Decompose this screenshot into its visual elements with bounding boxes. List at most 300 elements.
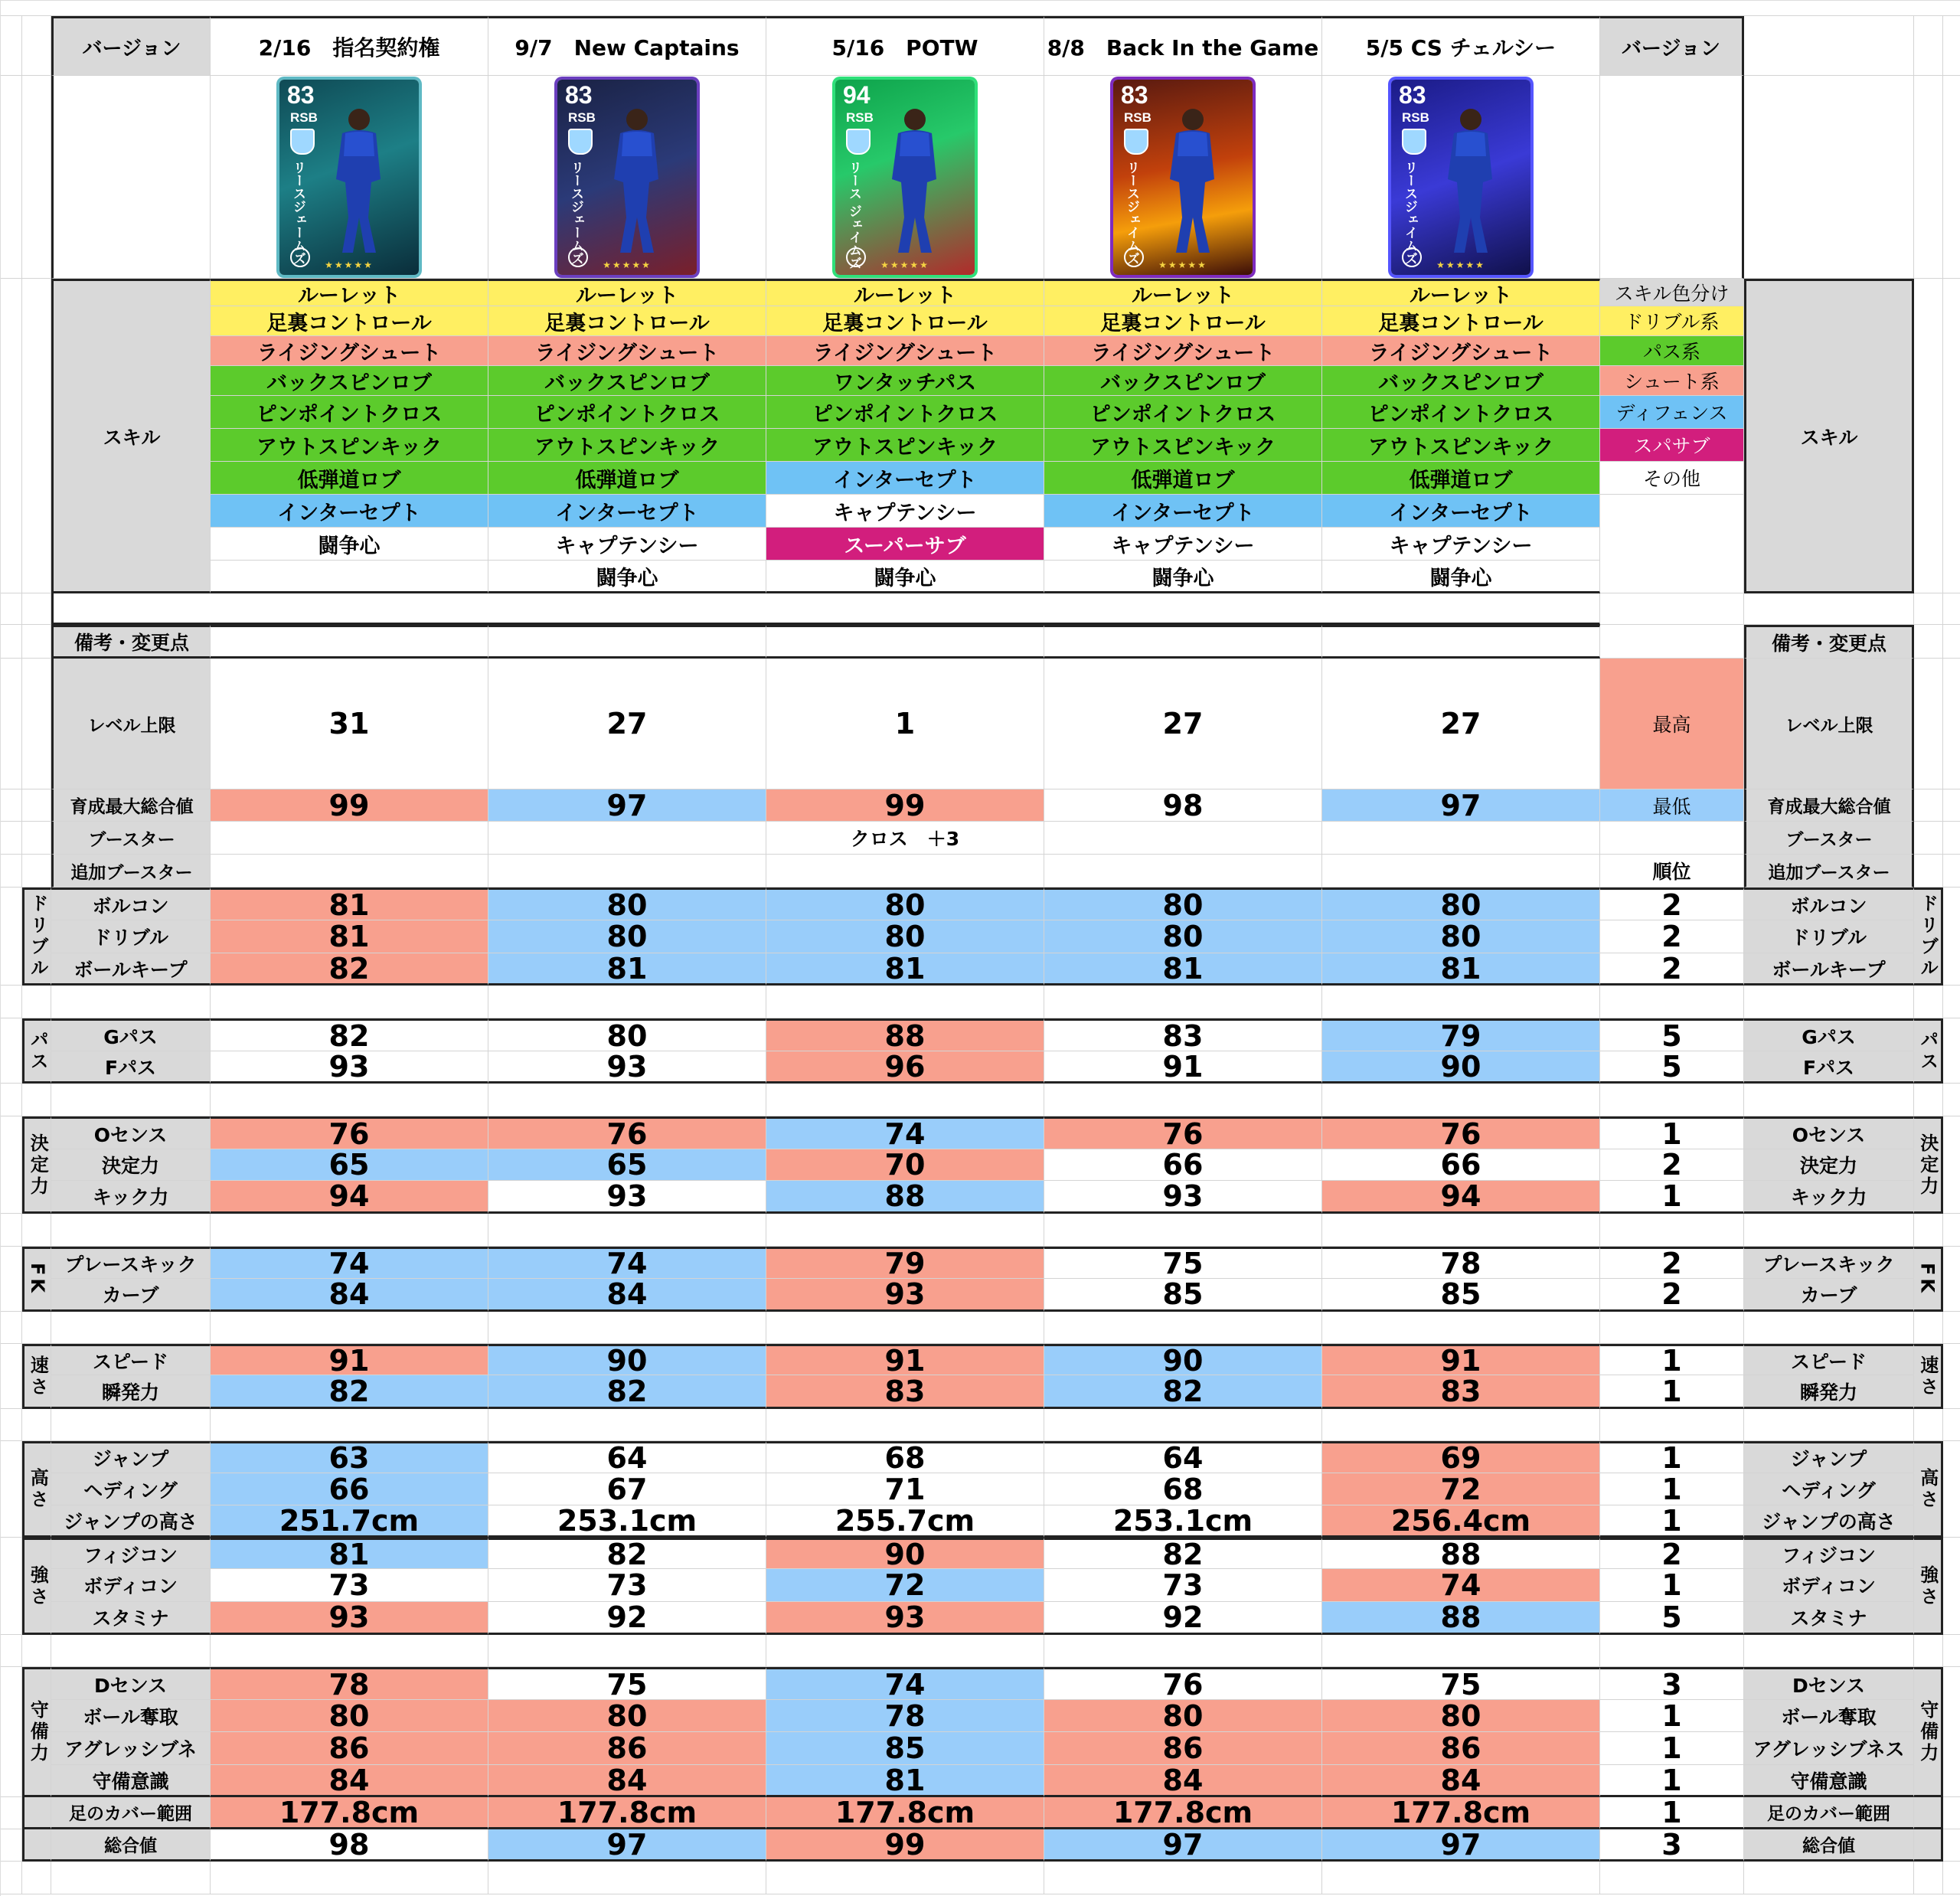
spacer-cell <box>1744 1084 1914 1116</box>
info-value: 31 <box>211 659 488 789</box>
stat-value: 92 <box>1044 1602 1322 1635</box>
stat-label-right: 決定力 <box>1744 1149 1914 1181</box>
stat-label-right: ジャンプ <box>1744 1441 1914 1473</box>
stat-value: 81 <box>211 920 488 953</box>
info-value <box>488 822 766 855</box>
stat-rank: 2 <box>1600 888 1744 920</box>
skill-cell: インターセプト <box>488 495 766 528</box>
spacer-cell <box>1044 1084 1322 1116</box>
spacer-cell <box>1914 1214 1943 1247</box>
info-value: クロス ＋3 <box>766 822 1044 855</box>
stat-value: 83 <box>1044 1018 1322 1051</box>
stat-value: 253.1cm <box>488 1505 766 1538</box>
skill-cell: キャプテンシー <box>1322 528 1600 561</box>
club-crest-icon <box>1124 129 1148 155</box>
spacer-cell <box>766 1409 1044 1441</box>
stat-value: 76 <box>1044 1116 1322 1149</box>
stat-label: カーブ <box>51 1279 211 1312</box>
skill-cell: キャプテンシー <box>488 528 766 561</box>
stat-value: 72 <box>766 1569 1044 1602</box>
notes-cell <box>1044 625 1322 659</box>
spacer-cell <box>1943 1797 1960 1829</box>
spacer-cell <box>488 986 766 1018</box>
stat-value: 64 <box>488 1441 766 1473</box>
skill-cell: バックスピンロブ <box>488 366 766 396</box>
stat-label-right: Dセンス <box>1744 1667 1914 1700</box>
stat-value: 80 <box>1044 888 1322 920</box>
stat-value: 80 <box>1322 920 1600 953</box>
spacer-cell <box>488 1214 766 1247</box>
stat-value: 82 <box>488 1375 766 1409</box>
stat-value: 93 <box>766 1602 1044 1635</box>
spacer-cell <box>1914 279 1943 593</box>
group-label: 守備力 <box>22 1667 51 1797</box>
spacer-cell <box>1 1214 22 1247</box>
stat-rank: 5 <box>1600 1018 1744 1051</box>
stat-value: 76 <box>211 1116 488 1149</box>
stat-label: ボルコン <box>51 888 211 920</box>
spacer-cell <box>766 1084 1044 1116</box>
spacer-cell <box>1744 593 1914 625</box>
stat-value: 84 <box>1044 1765 1322 1797</box>
image-label-empty <box>51 76 211 279</box>
stat-label: ヘディング <box>51 1473 211 1505</box>
player-card-image <box>557 80 697 275</box>
group-label-right: FK <box>1914 1247 1943 1312</box>
club-crest-icon <box>846 129 871 155</box>
group-label: 決定力 <box>22 1116 51 1214</box>
stat-value: 86 <box>1322 1732 1600 1765</box>
stat-label-right: スタミナ <box>1744 1602 1914 1635</box>
info-label: 追加ブースター <box>51 855 211 888</box>
spacer-cell <box>1 1018 22 1084</box>
skill-cell: ライジングシュート <box>1322 336 1600 366</box>
stat-value: 76 <box>1044 1667 1322 1700</box>
info-label-right: 追加ブースター <box>1744 855 1914 888</box>
stat-value: 96 <box>766 1051 1044 1084</box>
spacer-cell <box>22 1312 51 1344</box>
player-figure-icon <box>322 103 391 256</box>
stat-value: 72 <box>1322 1473 1600 1505</box>
stat-value: 80 <box>488 1700 766 1732</box>
spacer-cell <box>1914 855 1943 888</box>
stat-value: 256.4cm <box>1322 1505 1600 1538</box>
spacer-cell <box>1322 1409 1600 1441</box>
stat-value: 84 <box>488 1279 766 1312</box>
spacer-cell <box>1600 1084 1744 1116</box>
stat-value: 80 <box>766 920 1044 953</box>
spacer-cell <box>1943 789 1960 822</box>
skill-label-right: スキル <box>1744 279 1914 593</box>
group-label: FK <box>22 1247 51 1312</box>
stat-value: 88 <box>766 1181 1044 1214</box>
stat-value: 70 <box>766 1149 1044 1181</box>
footer-value: 177.8cm <box>1322 1797 1600 1829</box>
spacer-cell <box>211 1862 488 1894</box>
legend-item: ディフェンス <box>1600 396 1744 429</box>
footer-label-right: 総合値 <box>1744 1829 1914 1862</box>
spacer-cell <box>1744 76 1914 279</box>
version-title: 5/16 POTW <box>766 16 1044 76</box>
spacer-cell <box>1914 1084 1943 1116</box>
skill-cell: バックスピンロブ <box>211 366 488 396</box>
spacer-cell <box>766 1862 1044 1894</box>
stat-value: 82 <box>211 1018 488 1051</box>
spacer-cell <box>51 1862 211 1894</box>
rank-header: 順位 <box>1600 855 1744 888</box>
spacer-cell <box>1744 1409 1914 1441</box>
info-value: 27 <box>1322 659 1600 789</box>
legend-item: シュート系 <box>1600 366 1744 396</box>
stat-value: 88 <box>1322 1602 1600 1635</box>
spacer-cell <box>1 888 22 986</box>
info-value: 98 <box>1044 789 1322 822</box>
skill-cell: キャプテンシー <box>1044 528 1322 561</box>
notes-cell <box>1322 625 1600 659</box>
version-header: バージョン <box>51 16 211 76</box>
stat-label: アグレッシブネ <box>51 1732 211 1765</box>
stat-label-right: Fパス <box>1744 1051 1914 1084</box>
spacer-cell <box>51 1084 211 1116</box>
spacer-cell <box>1 279 22 593</box>
footer-group-blank-right <box>1914 1829 1943 1862</box>
stat-value: 74 <box>1322 1569 1600 1602</box>
stat-value: 82 <box>211 1375 488 1409</box>
stat-value: 93 <box>211 1051 488 1084</box>
card-rating: 94 <box>843 80 871 109</box>
spacer-cell <box>22 76 51 279</box>
info-value: 27 <box>488 659 766 789</box>
stat-value: 81 <box>766 1765 1044 1797</box>
version-title: 8/8 Back In the Game <box>1044 16 1322 76</box>
stat-label: キック力 <box>51 1181 211 1214</box>
card-stars: ★★★★★ <box>1436 259 1485 270</box>
info-label: レベル上限 <box>51 659 211 789</box>
stat-value: 74 <box>766 1667 1044 1700</box>
spacer-cell <box>1943 76 1960 279</box>
stat-label-right: Gパス <box>1744 1018 1914 1051</box>
card-position: RSB <box>846 110 874 125</box>
info-value: 99 <box>211 789 488 822</box>
stat-value: 75 <box>1322 1667 1600 1700</box>
spacer-cell <box>1943 1667 1960 1797</box>
stat-value: 94 <box>211 1181 488 1214</box>
footer-value: 177.8cm <box>1044 1797 1322 1829</box>
footer-label: 総合値 <box>51 1829 211 1862</box>
stat-value: 67 <box>488 1473 766 1505</box>
skill-cell: ライジングシュート <box>488 336 766 366</box>
stat-value: 91 <box>766 1344 1044 1375</box>
notes-cell <box>766 625 1044 659</box>
spacer-cell <box>1914 822 1943 855</box>
stat-value: 255.7cm <box>766 1505 1044 1538</box>
stat-value: 68 <box>766 1441 1044 1473</box>
stat-value: 86 <box>211 1732 488 1765</box>
group-label-right: 守備力 <box>1914 1667 1943 1797</box>
spacer-cell <box>1 1667 22 1797</box>
footer-label-right: 足のカバー範囲 <box>1744 1797 1914 1829</box>
info-value <box>211 822 488 855</box>
stat-value: 82 <box>1044 1375 1322 1409</box>
stat-value: 93 <box>1044 1181 1322 1214</box>
card-position: RSB <box>1124 110 1152 125</box>
info-value <box>1044 855 1322 888</box>
skill-cell: ライジングシュート <box>211 336 488 366</box>
info-label: 育成最大総合値 <box>51 789 211 822</box>
footer-group-blank <box>22 1829 51 1862</box>
spacer-cell <box>1943 1084 1960 1116</box>
skill-cell: 足裏コントロール <box>488 306 766 336</box>
stat-rank: 1 <box>1600 1700 1744 1732</box>
spacer-cell <box>51 1635 211 1667</box>
legend-item: ドリブル系 <box>1600 306 1744 336</box>
spacer-cell <box>1943 1441 1960 1538</box>
skill-cell: 低弾道ロブ <box>1044 462 1322 495</box>
stat-rank: 2 <box>1600 1538 1744 1569</box>
card-player-name: リースジェームズ <box>568 160 583 265</box>
skill-cell: ピンポイントクロス <box>1044 396 1322 429</box>
spacer-cell <box>211 1312 488 1344</box>
skill-cell: アウトスピンキック <box>1322 429 1600 462</box>
stat-rank: 1 <box>1600 1732 1744 1765</box>
footer-value: 98 <box>211 1829 488 1862</box>
spacer-cell <box>1 1441 22 1538</box>
stat-value: 82 <box>488 1538 766 1569</box>
spacer-cell <box>1322 1862 1600 1894</box>
spacer-cell <box>1943 1312 1960 1344</box>
image-label-empty <box>1600 76 1744 279</box>
footer-rank: 1 <box>1600 1797 1744 1829</box>
stat-label-right: 守備意識 <box>1744 1765 1914 1797</box>
stat-value: 75 <box>1044 1247 1322 1279</box>
spacer-cell <box>211 1214 488 1247</box>
stat-rank: 2 <box>1600 1149 1744 1181</box>
spacer-cell <box>211 1409 488 1441</box>
stat-value: 80 <box>488 920 766 953</box>
stat-label: ボディコン <box>51 1569 211 1602</box>
stat-value: 82 <box>211 953 488 986</box>
club-crest-icon <box>290 129 315 155</box>
stat-value: 88 <box>1322 1538 1600 1569</box>
stat-label-right: アグレッシブネス <box>1744 1732 1914 1765</box>
stat-value: 73 <box>211 1569 488 1602</box>
stat-value: 83 <box>1322 1375 1600 1409</box>
spacer-cell <box>1914 593 1943 625</box>
skill-cell: アウトスピンキック <box>766 429 1044 462</box>
spacer-cell <box>488 1312 766 1344</box>
stat-value: 63 <box>211 1441 488 1473</box>
info-value <box>766 855 1044 888</box>
spacer-cell <box>1914 1862 1943 1894</box>
spacer-cell <box>1744 986 1914 1018</box>
stat-rank: 1 <box>1600 1441 1744 1473</box>
stat-rank: 1 <box>1600 1181 1744 1214</box>
spacer-cell <box>1 625 22 659</box>
spacer-cell <box>1 1797 22 1829</box>
stat-value: 80 <box>1322 888 1600 920</box>
info-label-right: 育成最大総合値 <box>1744 789 1914 822</box>
info-value: 97 <box>1322 789 1600 822</box>
group-label-right: 決定力 <box>1914 1116 1943 1214</box>
player-card-image <box>1391 80 1530 275</box>
spacer-cell <box>1943 625 1960 659</box>
stat-value: 90 <box>1044 1344 1322 1375</box>
skill-cell: アウトスピンキック <box>211 429 488 462</box>
skill-cell: バックスピンロブ <box>1044 366 1322 396</box>
skill-cell: アウトスピンキック <box>488 429 766 462</box>
info-value <box>488 855 766 888</box>
spacer-cell <box>1 76 22 279</box>
stat-value: 84 <box>211 1279 488 1312</box>
info-value <box>1044 822 1322 855</box>
group-label-right: ドリブル <box>1914 888 1943 986</box>
stat-value: 80 <box>766 888 1044 920</box>
footer-value: 97 <box>488 1829 766 1862</box>
spacer-cell <box>1744 1862 1914 1894</box>
skill-cell: ライジングシュート <box>1044 336 1322 366</box>
spacer-cell <box>1943 1214 1960 1247</box>
card-player-name: リースジェイムズ <box>1124 160 1139 265</box>
info-label: ブースター <box>51 822 211 855</box>
blank-row <box>51 593 1600 625</box>
stat-value: 81 <box>488 953 766 986</box>
spacer-cell <box>1322 1214 1600 1247</box>
notes-label-right: 備考・変更点 <box>1744 625 1914 659</box>
stat-value: 73 <box>1044 1569 1322 1602</box>
spacer-cell <box>22 1084 51 1116</box>
skill-cell: インターセプト <box>766 462 1044 495</box>
stat-value: 85 <box>766 1732 1044 1765</box>
card-cell <box>211 76 488 279</box>
spacer-cell <box>1044 1409 1322 1441</box>
spacer-cell <box>1 789 22 822</box>
stat-value: 81 <box>211 888 488 920</box>
stat-label-right: キック力 <box>1744 1181 1914 1214</box>
legend-item: その他 <box>1600 462 1744 495</box>
spacer-cell <box>1600 1312 1744 1344</box>
stat-value: 66 <box>1322 1149 1600 1181</box>
stat-value: 81 <box>1044 953 1322 986</box>
card-stars: ★★★★★ <box>880 259 929 270</box>
group-label: 強さ <box>22 1538 51 1635</box>
stat-label-right: ボール奪取 <box>1744 1700 1914 1732</box>
spacer-cell <box>1 1116 22 1214</box>
stat-value: 82 <box>1044 1538 1322 1569</box>
stat-value: 74 <box>766 1116 1044 1149</box>
spacer-cell <box>1943 1635 1960 1667</box>
stat-value: 81 <box>211 1538 488 1569</box>
stat-value: 74 <box>211 1247 488 1279</box>
spacer-cell <box>1 1084 22 1116</box>
stat-value: 85 <box>1044 1279 1322 1312</box>
spacer-cell <box>1 1409 22 1441</box>
spacer-cell <box>1 986 22 1018</box>
stat-label-right: プレースキック <box>1744 1247 1914 1279</box>
skill-cell: ルーレット <box>766 279 1044 306</box>
spacer-cell <box>1 659 22 789</box>
footer-value: 97 <box>1044 1829 1322 1862</box>
stat-label: Oセンス <box>51 1116 211 1149</box>
card-cell <box>1322 76 1600 279</box>
spacer-cell <box>1600 1214 1744 1247</box>
spacer-cell <box>1 1829 22 1862</box>
stat-value: 86 <box>1044 1732 1322 1765</box>
info-value <box>211 855 488 888</box>
spacer-cell <box>1 1538 22 1635</box>
card-cell <box>766 76 1044 279</box>
stat-value: 64 <box>1044 1441 1322 1473</box>
legend-lowest: 最低 <box>1600 789 1744 822</box>
stat-rank: 2 <box>1600 1247 1744 1279</box>
spacer-cell <box>488 1409 766 1441</box>
stat-value: 66 <box>211 1473 488 1505</box>
stat-value: 93 <box>211 1602 488 1635</box>
spacer-cell <box>1600 1409 1744 1441</box>
stat-value: 93 <box>766 1279 1044 1312</box>
stat-label-right: ボールキープ <box>1744 953 1914 986</box>
footer-value: 97 <box>1322 1829 1600 1862</box>
spacer-cell <box>1 822 22 855</box>
skill-cell: 闘争心 <box>766 561 1044 593</box>
skill-cell: バックスピンロブ <box>1322 366 1600 396</box>
spacer-cell <box>22 1409 51 1441</box>
spacer-cell <box>51 1409 211 1441</box>
stat-rank: 1 <box>1600 1375 1744 1409</box>
stat-value: 78 <box>1322 1247 1600 1279</box>
stat-rank: 2 <box>1600 1279 1744 1312</box>
footer-value: 177.8cm <box>211 1797 488 1829</box>
player-figure-icon <box>1434 103 1503 256</box>
spacer-cell <box>22 1214 51 1247</box>
skill-cell: 闘争心 <box>1044 561 1322 593</box>
spacer-cell <box>1 1344 22 1409</box>
footer-value: 177.8cm <box>766 1797 1044 1829</box>
group-label: 速さ <box>22 1344 51 1409</box>
player-card-image <box>1113 80 1253 275</box>
stat-value: 92 <box>488 1602 766 1635</box>
card-player-name: リース ジェイムズ <box>846 160 861 270</box>
stat-value: 79 <box>1322 1018 1600 1051</box>
info-label-right: レベル上限 <box>1744 659 1914 789</box>
stat-label-right: フィジコン <box>1744 1538 1914 1569</box>
spacer-cell <box>51 1214 211 1247</box>
spacer-cell <box>22 625 51 659</box>
spacer-cell <box>211 986 488 1018</box>
spacer-cell <box>1914 1635 1943 1667</box>
skill-cell: スーパーサブ <box>766 528 1044 561</box>
stat-rank: 5 <box>1600 1051 1744 1084</box>
spacer-cell <box>1322 1084 1600 1116</box>
stat-label-right: Oセンス <box>1744 1116 1914 1149</box>
spacer-cell <box>1744 16 1914 76</box>
stat-value: 71 <box>766 1473 1044 1505</box>
spacer-cell <box>1322 986 1600 1018</box>
version-title: 5/5 CS チェルシー <box>1322 16 1600 76</box>
stat-label: Fパス <box>51 1051 211 1084</box>
spacer-cell <box>1943 1344 1960 1409</box>
stat-label: 瞬発力 <box>51 1375 211 1409</box>
card-player-name: リースジェームズ <box>290 160 305 265</box>
stat-label-right: ヘディング <box>1744 1473 1914 1505</box>
stat-value: 94 <box>1322 1181 1600 1214</box>
stat-value: 253.1cm <box>1044 1505 1322 1538</box>
group-label-right: 高さ <box>1914 1441 1943 1538</box>
info-value: 99 <box>766 789 1044 822</box>
stat-value: 84 <box>488 1765 766 1797</box>
stat-label: プレースキック <box>51 1247 211 1279</box>
player-figure-icon <box>600 103 669 256</box>
card-stars: ★★★★★ <box>1158 259 1207 270</box>
